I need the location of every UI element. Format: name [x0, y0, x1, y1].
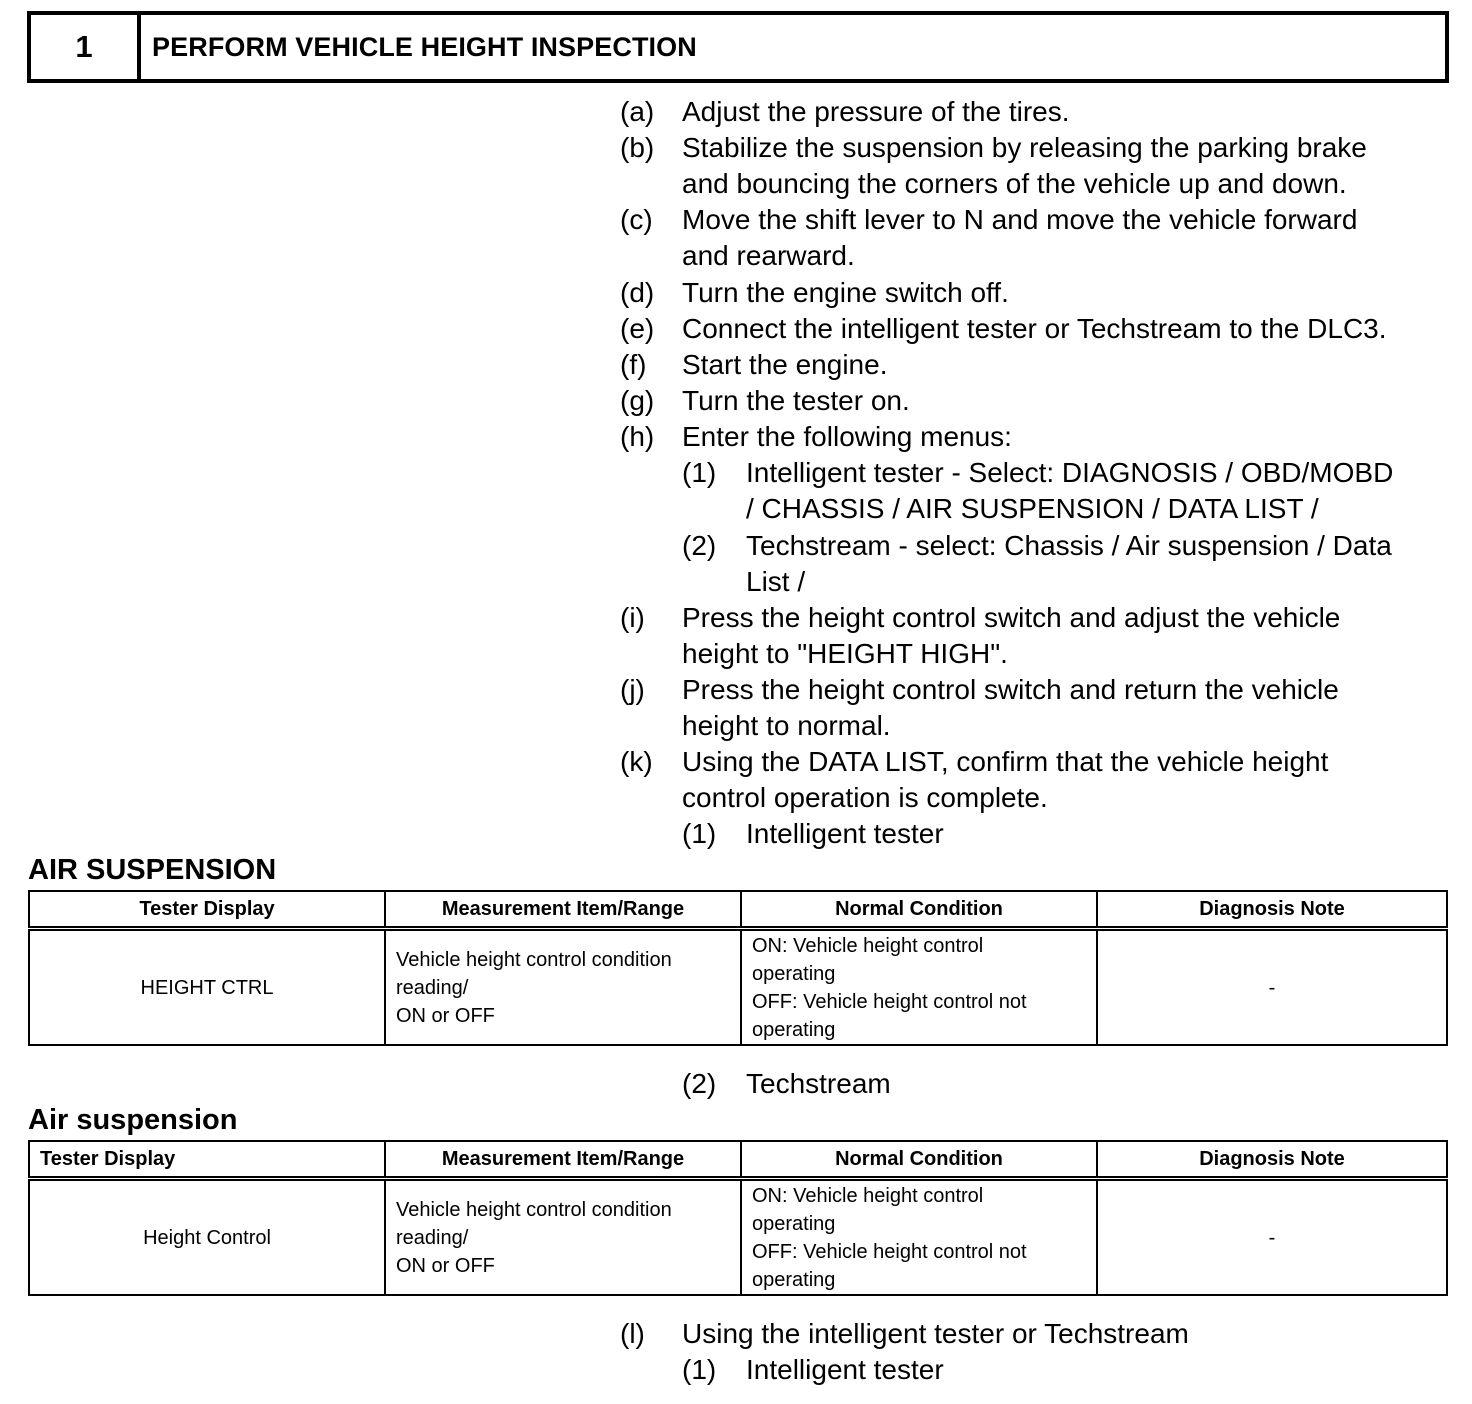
step-e-label: (e) — [620, 313, 655, 344]
substep-h2-text: Techstream - select: Chassis / Air suspension / Data — [746, 530, 1392, 561]
cell-line: operating — [752, 1268, 836, 1291]
step-j-label: (j) — [620, 674, 645, 705]
step-j-text: height to normal. — [682, 710, 891, 741]
column-header: Normal Condition — [741, 891, 1097, 929]
tester-display-cell: Height Control — [29, 1179, 385, 1296]
step-i-label: (i) — [620, 602, 645, 633]
step-i-text: Press the height control switch and adjust the vehicle — [682, 602, 1341, 633]
column-header: Diagnosis Note — [1097, 1141, 1447, 1179]
step-header — [27, 11, 1449, 83]
measurement-cell — [385, 929, 741, 1046]
data-list-table — [28, 1140, 1448, 1296]
step-b-text: and bouncing the corners of the vehicle up and down. — [682, 168, 1347, 199]
section-title-air-suspension: AIR SUSPENSION — [28, 854, 277, 886]
step-k-label: (k) — [620, 746, 653, 777]
cell-line: OFF: Vehicle height control not — [752, 990, 1027, 1013]
substep-k2-label: (2) — [682, 1068, 717, 1099]
normal-condition-cell — [741, 929, 1097, 1046]
step-f-text: Start the engine. — [682, 349, 888, 380]
step-b-text: Stabilize the suspension by releasing the parking brake — [682, 132, 1367, 163]
column-header: Measurement Item/Range — [385, 891, 741, 929]
table-row — [29, 929, 1447, 1046]
cell-line: Vehicle height control condition — [396, 1198, 672, 1221]
section-title-air-suspension-techstream: Air suspension — [28, 1104, 238, 1136]
substep-h2-label: (2) — [682, 530, 717, 561]
cell-line: operating — [752, 962, 836, 985]
step-j-text: Press the height control switch and return the vehicle — [682, 674, 1339, 705]
normal-condition-cell — [741, 1179, 1097, 1296]
cell-line: ON: Vehicle height control — [752, 934, 984, 957]
cell-line: ON or OFF — [396, 1004, 495, 1027]
step-a-text: Adjust the pressure of the tires. — [682, 96, 1070, 127]
substep-h1-text: / CHASSIS / AIR SUSPENSION / DATA LIST / — [746, 493, 1319, 524]
step-k-text: Using the DATA LIST, confirm that the vehicle height — [682, 746, 1329, 777]
substep-h1-text: Intelligent tester - Select: DIAGNOSIS / OBD/MOBD — [746, 457, 1394, 488]
column-header: Diagnosis Note — [1097, 891, 1447, 929]
step-number: 1 — [31, 15, 141, 79]
cell-line: ON or OFF — [396, 1254, 495, 1277]
step-k-text: control operation is complete. — [682, 782, 1048, 813]
step-d-label: (d) — [620, 277, 655, 308]
substep-l1-label: (1) — [682, 1354, 717, 1385]
table-header-row — [29, 891, 1447, 929]
substep-k2-text: Techstream — [746, 1068, 891, 1099]
step-c-text: Move the shift lever to N and move the vehicle forward — [682, 204, 1358, 235]
cell-line: OFF: Vehicle height control not — [752, 1240, 1027, 1263]
cell-line: reading/ — [396, 976, 469, 999]
step-c-text: and rearward. — [682, 240, 855, 271]
substep-l1-text: Intelligent tester — [746, 1354, 944, 1385]
step-title: PERFORM VEHICLE HEIGHT INSPECTION — [152, 31, 697, 62]
cell-line: ON: Vehicle height control — [752, 1184, 984, 1207]
substep-h1-label: (1) — [682, 457, 717, 488]
step-g-label: (g) — [620, 385, 655, 416]
column-header: Tester Display — [29, 1141, 385, 1179]
cell-line: operating — [752, 1212, 836, 1235]
step-h-label: (h) — [620, 421, 655, 452]
cell-line: operating — [752, 1018, 836, 1041]
step-f-label: (f) — [620, 349, 647, 380]
substep-k1-label: (1) — [682, 818, 717, 849]
diagnosis-note-cell: - — [1097, 929, 1447, 1046]
column-header: Measurement Item/Range — [385, 1141, 741, 1179]
step-a-label: (a) — [620, 96, 655, 127]
diagnosis-note-cell: - — [1097, 1179, 1447, 1296]
step-e-text: Connect the intelligent tester or Techstream to the DLC3. — [682, 313, 1387, 344]
step-l-text: Using the intelligent tester or Techstream — [682, 1318, 1189, 1349]
substep-k1-text: Intelligent tester — [746, 818, 944, 849]
step-l-label: (l) — [620, 1318, 645, 1349]
step-i-text: height to "HEIGHT HIGH". — [682, 638, 1008, 669]
step-h-text: Enter the following menus: — [682, 421, 1012, 452]
step-d-text: Turn the engine switch off. — [682, 277, 1009, 308]
column-header: Normal Condition — [741, 1141, 1097, 1179]
tester-display-cell: HEIGHT CTRL — [29, 929, 385, 1046]
substep-h2-text: List / — [746, 566, 806, 597]
table-header-row — [29, 1141, 1447, 1179]
table-row — [29, 1179, 1447, 1296]
step-c-label: (c) — [620, 204, 653, 235]
step-g-text: Turn the tester on. — [682, 385, 910, 416]
cell-line: reading/ — [396, 1226, 469, 1249]
data-list-table — [28, 890, 1448, 1046]
measurement-cell — [385, 1179, 741, 1296]
step-b-label: (b) — [620, 132, 655, 163]
column-header: Tester Display — [29, 891, 385, 929]
cell-line: Vehicle height control condition — [396, 948, 672, 971]
